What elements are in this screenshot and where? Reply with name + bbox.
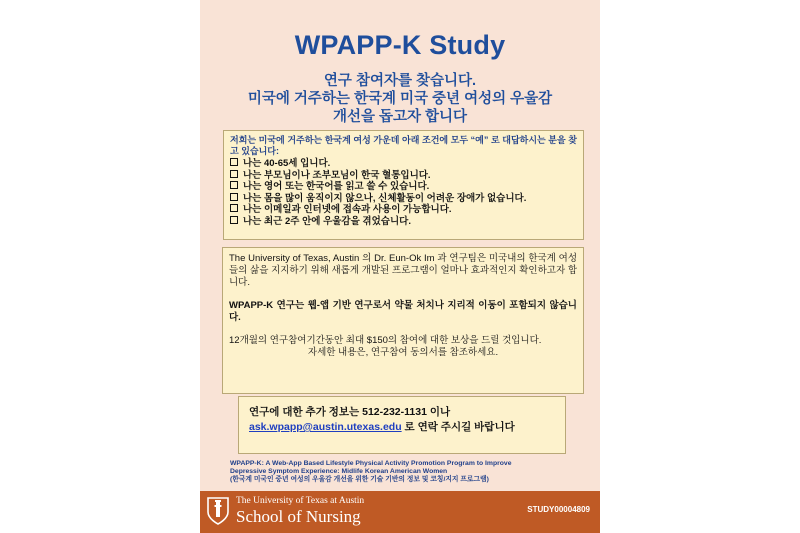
eligibility-item: 나는 최근 2주 안에 우울감을 겪었습니다. <box>230 216 577 228</box>
footnote-line: (한국계 미국인 중년 여성의 우울감 개선을 위한 기술 기반의 정보 및 코칭/지지 프로그램) <box>230 476 489 484</box>
eligibility-item: 나는 몸을 많이 움직이지 않으나, 신체활동이 어려운 장애가 없습니다. <box>230 193 577 205</box>
checkbox-icon <box>230 204 238 212</box>
school-name: School of Nursing <box>236 507 361 526</box>
contact-phone-line: 연구에 대한 추가 정보는 512-232-1131 이나 <box>249 406 451 418</box>
study-description: The University of Texas, Austin 의 Dr. Eun-Ok Im 과 연구팀은 미국내의 한국계 여성들의 삶을 지지하기 위해 새롭게 개발된 프로그램이 얼마나 효과적인지 확인하고자 합니다. <box>229 253 577 288</box>
contact-email-line: ask.wpapp@austin.utexas.edu 로 연락 주시길 바랍니다 <box>249 421 515 433</box>
eligibility-item: 나는 40-65세 입니다. <box>230 158 577 170</box>
eligibility-item: 나는 부모님이나 조부모님이 한국 혈통입니다. <box>230 170 577 182</box>
checkbox-icon <box>230 181 238 189</box>
checkbox-icon <box>230 158 238 166</box>
ut-tower-shield-icon <box>207 497 229 525</box>
eligibility-item: 나는 이메일과 인터넷에 접속과 사용이 가능합니다. <box>230 204 577 216</box>
subtitle-line: 개선을 돕고자 합니다 <box>332 109 468 125</box>
study-id: STUDY00004809 <box>527 505 590 514</box>
eligibility-list <box>230 158 577 228</box>
flyer-title: WPAPP-K Study <box>294 30 506 60</box>
contact-box <box>238 396 566 454</box>
footnote-line: WPAPP-K: A Web-App Based Lifestyle Physical Activity Promotion Program to Improve <box>230 460 512 467</box>
eligibility-box <box>223 130 584 240</box>
contact-email-link[interactable]: ask.wpapp@austin.utexas.edu <box>249 421 402 433</box>
compensation-note: 12개월의 연구참여기간동안 최대 $150의 참여에 대한 보상을 드릴 것입니다. <box>229 335 542 346</box>
checkbox-icon <box>230 216 238 224</box>
study-method-note: WPAPP-K 연구는 웹-앱 기반 연구로서 약물 처치나 지리적 이동이 포함되지 않습니다. <box>229 300 577 323</box>
university-name: The University of Texas at Austin <box>236 496 365 506</box>
flyer-subtitle <box>200 72 600 126</box>
subtitle-line: 연구 참여자를 찾습니다. <box>323 73 477 89</box>
footnote-line: Depressive Symptom Experience: Midlife Korean American Women <box>230 468 448 476</box>
program-footnote <box>230 460 575 485</box>
checkbox-icon <box>230 193 238 201</box>
study-info-box <box>222 247 584 394</box>
eligibility-intro: 저희는 미국에 거주하는 한국계 여성 가운데 아래 조건에 모두 “예” 로 대답하시는 분을 찾고 있습니다: <box>230 135 577 156</box>
subtitle-line: 미국에 거주하는 한국계 미국 중년 여성의 우울감 <box>247 91 553 107</box>
consent-note: 자세한 내용은, 연구참여 동의서를 참조하세요. <box>307 347 499 358</box>
checkbox-icon <box>230 170 238 178</box>
footer-bar <box>200 491 600 533</box>
eligibility-item: 나는 영어 또는 한국어를 읽고 쓸 수 있습니다. <box>230 181 577 193</box>
study-flyer <box>200 0 600 533</box>
